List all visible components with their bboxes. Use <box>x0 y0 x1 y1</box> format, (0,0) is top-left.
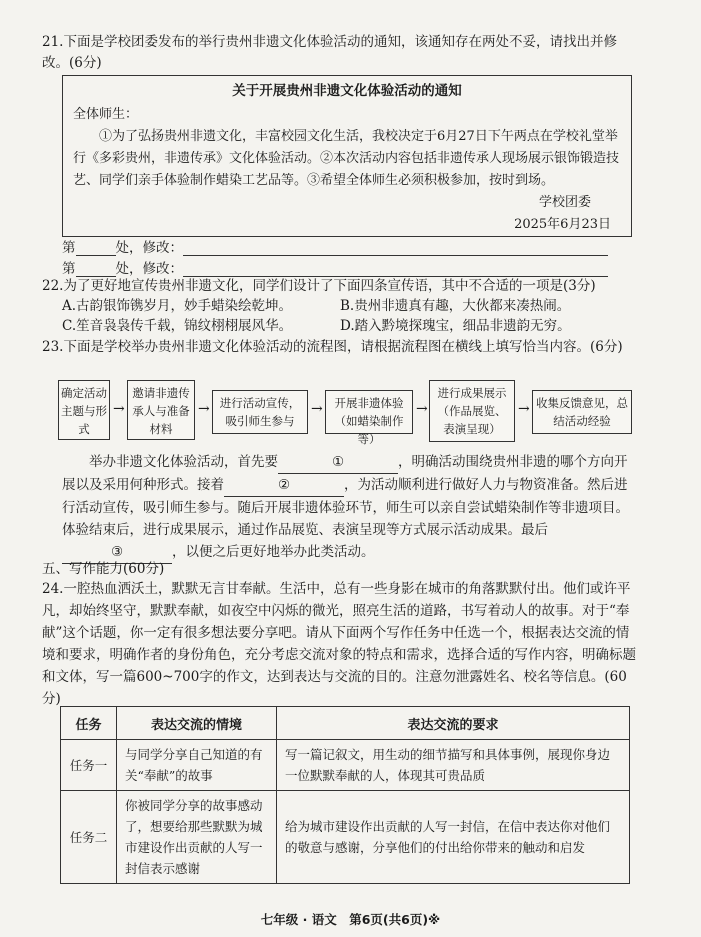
flow-step-5: 进行成果展示（作品展览、表演呈现） <box>429 380 515 442</box>
answer-blank[interactable] <box>76 240 116 256</box>
q23-text-3: ，为活动顺利进行做好人力与物资准备。然后进行活动宣传，吸引师生参与。随后开展非遗体验环节，师生可以亲自尝试蜡染制作等非遗项目。体验结束后，进行成果展示，通过作品展览、表演呈现等方式展示活动成果。最后 <box>62 477 629 538</box>
fix-line-2 <box>62 257 632 277</box>
flow-step-4: 开展非遗体验（如蜡染制作等） <box>325 390 413 434</box>
question-21-stem: 21.下面是学校团委发布的举行贵州非遗文化体验活动的通知，该通知存在两处不妥，请找出并修改。(6分) <box>42 34 617 71</box>
flow-step-3: 进行活动宣传，吸引师生参与 <box>212 390 308 434</box>
task-name: 任务二 <box>61 791 117 884</box>
q23-text-1: 举办非遗文化体验活动，首先要 <box>89 454 278 470</box>
notice-body: ①为了弘扬贵州非遗文化，丰富校园文化生活，我校决定于6月27日下午两点在学校礼堂举行《多彩贵州，非遗传承》文化体验活动。②本次活动内容包括非遗传承人现场展示银饰锻造技艺、同学们亲手体验制作蜡染工艺品等。③希望全体师生必须积极参加，按时到场。 <box>73 129 620 188</box>
answer-blank-1[interactable]: ① <box>278 451 398 474</box>
writing-task-table <box>60 706 630 884</box>
fix-line-1 <box>62 236 632 256</box>
q23-text-2: ，明确活动围绕贵州非遗的哪个方向开展以及采用何种形式。接着 <box>62 454 628 493</box>
option-d: D.踏入黔境探瑰宝，细品非遗韵无穷。 <box>340 318 571 334</box>
page-footer: 七年级 · 语文 第6页(共6页)※ <box>260 912 441 927</box>
answer-blank[interactable] <box>183 240 608 256</box>
task-requirement: 给为城市建设作出贡献的人写一封信，在信中表达你对他们的敬意与感谢，分享他们的付出给你带来的触动和启发 <box>277 791 630 884</box>
flow-step-2: 邀请非遗传承人与准备材料 <box>127 380 195 440</box>
arrow-icon: → <box>416 401 428 417</box>
fix-middle: 处，修改： <box>115 261 183 277</box>
option-c: C.笙音袅袅传千载，锦纹栩栩展风华。 <box>62 318 293 334</box>
fix-prefix: 第 <box>62 240 76 256</box>
task-name: 任务一 <box>61 740 117 791</box>
header-task: 任务 <box>61 707 117 740</box>
arrow-icon: → <box>113 401 125 417</box>
answer-blank-2[interactable]: ② <box>224 474 344 497</box>
fix-prefix: 第 <box>62 261 76 277</box>
option-b: B.贵州非遗真有趣，大伙都来凑热闹。 <box>340 298 571 314</box>
notice-greeting: 全体师生： <box>73 107 139 122</box>
question-23-stem: 23.下面是学校举办贵州非遗文化体验活动的流程图，请根据流程图在横线上填写恰当内容。(6分) <box>42 339 623 355</box>
question-22-options <box>62 296 642 336</box>
fix-middle: 处，修改： <box>115 240 183 256</box>
section-5-heading: 五、写作能力(60分) <box>42 561 165 577</box>
notice-date: 2025年6月23日 <box>514 217 611 232</box>
header-requirement: 表达交流的要求 <box>277 707 630 740</box>
flow-step-6: 收集反馈意见，总结活动经验 <box>532 390 632 434</box>
header-context: 表达交流的情境 <box>117 707 277 740</box>
answer-blank-3[interactable]: ③ <box>62 541 172 564</box>
task-context: 与同学分享自己知道的有关“奉献”的故事 <box>117 740 277 791</box>
option-a: A.古韵银饰镌岁月，妙手蜡染绘乾坤。 <box>62 298 293 314</box>
answer-blank[interactable] <box>183 261 608 277</box>
arrow-icon: → <box>518 401 530 417</box>
table-row <box>61 791 630 884</box>
answer-blank[interactable] <box>76 261 116 277</box>
q23-text-4: ，以便之后更好地举办此类活动。 <box>172 544 375 560</box>
table-row <box>61 740 630 791</box>
arrow-icon: → <box>311 401 323 417</box>
task-context: 你被同学分享的故事感动了，想要给那些默默为城市建设作出贡献的人写一封信表示感谢 <box>117 791 277 884</box>
table-header-row <box>61 707 630 740</box>
flowchart <box>58 380 636 450</box>
question-24-stem: 24.一腔热血洒沃土，默默无言甘奉献。生活中，总有一些身影在城市的角落默默付出。他们或许平凡，却始终坚守，默默奉献，如夜空中闪烁的微光，照亮生活的道路，书写着动人的故事。对于“奉献”这个话题，你一定有很多想法要分享吧。请从下面两个写作任务中任选一个，根据表达交流的情境和要求，明确作者的身份角色，充分考虑交流对象的特点和需求，选择合适的写作内容，明确标题和文体，写一篇600~700字的作文，达到表达与交流的目的。注意勿泄露姓名、校名等信息。(60分) <box>42 581 636 707</box>
notice-title: 关于开展贵州非遗文化体验活动的通知 <box>232 83 462 99</box>
notice-box <box>62 75 632 237</box>
flow-step-1: 确定活动主题与形式 <box>58 380 110 440</box>
notice-signer: 学校团委 <box>538 195 591 210</box>
question-22-stem: 22.为了更好地宣传贵州非遗文化，同学们设计了下面四条宣传语，其中不合适的一项是(3分) <box>42 278 596 294</box>
question-23-paragraph <box>62 451 638 564</box>
task-requirement: 写一篇记叙文，用生动的细节描写和具体事例，展现你身边一位默默奉献的人，体现其可贵品质 <box>277 740 630 791</box>
arrow-icon: → <box>198 401 210 417</box>
